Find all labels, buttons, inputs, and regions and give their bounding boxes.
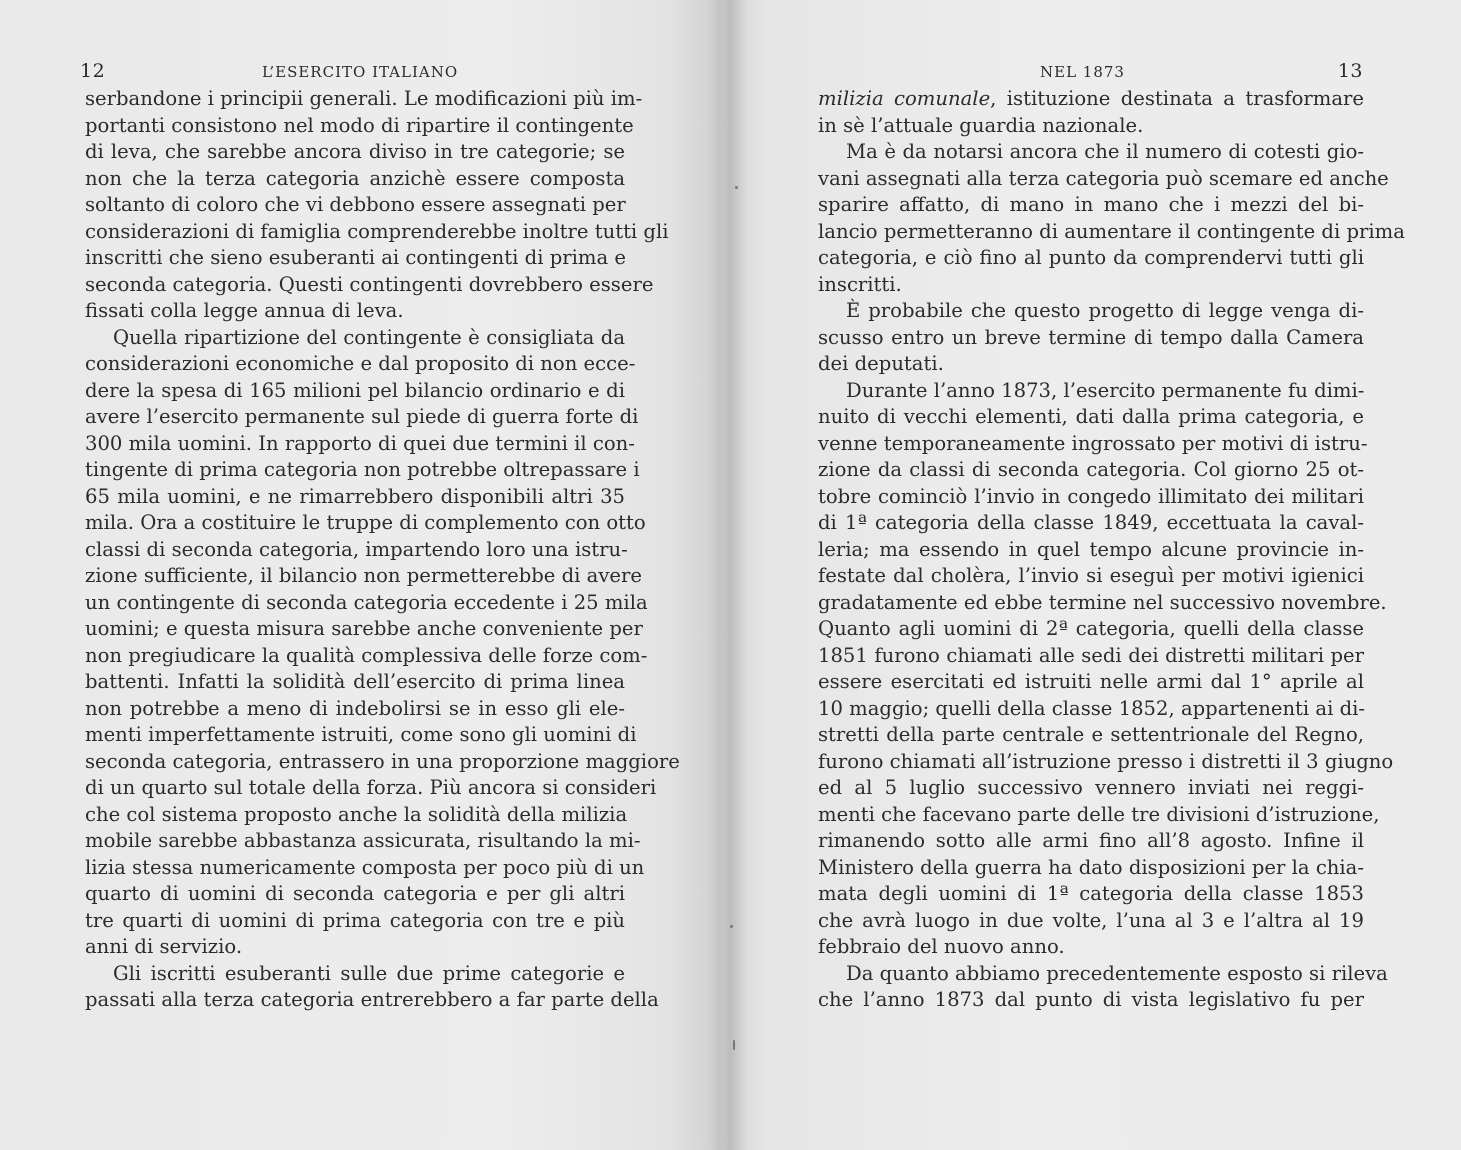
text-line: categoria, e ciò fino al punto da comprendervi tutti gli <box>818 246 1364 269</box>
text-line: sparire affatto, di mano in mano che i mezzi del bi- <box>818 193 1364 216</box>
text-line: non potrebbe a meno di indebolirsi se in esso gli ele- <box>85 696 625 720</box>
text-line: 1851 furono chiamati alle sedi dei distretti militari per <box>818 643 1364 667</box>
text-line: seconda categoria. Questi contingenti dovrebbero essere <box>85 272 654 296</box>
left-page <box>0 0 720 1150</box>
text-line: Da quanto abbiamo precedentemente esposto si rileva <box>846 961 1388 985</box>
text-line: mobile sarebbe abbastanza assicurata, risultando la mi- <box>85 829 641 852</box>
text-line: serbandone i principii generali. Le modificazioni più im- <box>85 87 643 110</box>
text-line: menti imperfettamente istruiti, come sono gli uomini di <box>85 723 637 746</box>
right-page-header <box>818 60 1363 84</box>
left-page-number: 12 <box>80 60 106 82</box>
text-line: Gli iscritti esuberanti sulle due prime categorie e <box>113 961 625 985</box>
left-running-head: L’ESERCITO ITALIANO <box>262 63 459 81</box>
text-line: classi di seconda categoria, impartendo loro una istru- <box>85 537 628 561</box>
text-line: zione da classi di seconda categoria. Col giorno 25 ot- <box>818 458 1364 481</box>
text-line: passati alla terza categoria entrerebbero a far parte della <box>85 988 659 1011</box>
text-line: anni di servizio. <box>85 935 243 958</box>
text-line: inscritti. <box>818 272 902 296</box>
text-line: dere la spesa di 165 milioni pel bilancio ordinario e di <box>85 378 625 402</box>
text-line: Quanto agli uomini di 2ª categoria, quelli della classe <box>818 617 1364 640</box>
text-line: un contingente di seconda categoria eccedente i 25 mila <box>85 590 648 614</box>
text-line: di 1ª categoria della classe 1849, eccettuata la caval- <box>818 511 1364 534</box>
text-line: tobre cominciò l’invio in congedo illimitato dei militari <box>818 484 1364 508</box>
text-line: fissati colla legge annua di leva. <box>85 299 404 322</box>
text-line: considerazioni economiche e dal proposito di non ecce- <box>85 352 636 375</box>
text-line: È probabile che questo progetto di legge venga di- <box>846 299 1364 322</box>
text-line: Ministero della guerra ha dato disposizioni per la chia- <box>818 855 1364 879</box>
text-line: rimanendo sotto alle armi fino all’8 agosto. Infine il <box>818 829 1364 852</box>
text-line: inscritti che sieno esuberanti ai contingenti di prima e <box>85 246 626 269</box>
text-line: leria; ma essendo in quel tempo alcune provincie in- <box>818 537 1364 561</box>
text-line: vani assegnati alla terza categoria può scemare ed anche <box>818 166 1389 190</box>
text-line: Durante l’anno 1873, l’esercito permanente fu dimi- <box>846 378 1365 402</box>
text-line: uomini; e questa misura sarebbe anche conveniente per <box>85 617 643 640</box>
right-page-number: 13 <box>1337 60 1363 82</box>
right-page-body <box>818 86 1405 1014</box>
text-line: considerazioni di famiglia comprenderebbe inoltre tutti gli <box>85 219 669 243</box>
text-line: Ma è da notarsi ancora che il numero di cotesti gio- <box>846 140 1364 163</box>
text-line: avere l’esercito permanente sul piede di guerra forte di <box>85 405 639 428</box>
text-line: Quella ripartizione del contingente è consigliata da <box>113 325 625 349</box>
text-line: lancio permetteranno di aumentare il contingente di prima <box>818 219 1405 243</box>
text-line: 65 mila uomini, e ne rimarrebbero disponibili altri 35 <box>85 484 625 508</box>
text-line: che avrà luogo in due volte, l’una al 3 e l’altra al 19 <box>818 908 1364 932</box>
text-line: 10 maggio; quelli della classe 1852, appartenenti ai di- <box>818 696 1366 720</box>
text-line: tre quarti di uomini di prima categoria con tre e più <box>85 908 625 932</box>
text-line: che col sistema proposto anche la solidità della milizia <box>85 802 628 826</box>
text-line: nuito di vecchi elementi, dati dalla prima categoria, e <box>818 405 1364 428</box>
text-line <box>818 86 1364 113</box>
text-line: festate dal cholèra, l’invio si eseguì per motivi igienici <box>818 564 1364 587</box>
text-line: ed al 5 luglio successivo vennero inviati nei reggi- <box>818 776 1364 799</box>
text-line: battenti. Infatti la solidità dell’esercito di prima linea <box>85 670 625 693</box>
text-line: tingente di prima categoria non potrebbe oltrepassare i <box>85 458 640 481</box>
left-page-header <box>80 60 625 84</box>
text-line: essere esercitati ed istruiti nelle armi dal 1° aprile al <box>818 670 1364 693</box>
text-line: di leva, che sarebbe ancora diviso in tre categorie; se <box>85 140 625 163</box>
book-gutter-shadow <box>708 0 748 1150</box>
text-line: zione sufficiente, il bilancio non permetterebbe di avere <box>85 564 642 587</box>
text-line: mila. Ora a costituire le truppe di complemento con otto <box>85 511 646 534</box>
text-line: non che la terza categoria anzichè essere composta <box>85 166 625 190</box>
right-page <box>720 0 1461 1150</box>
text-line: venne temporaneamente ingrossato per motivi di istru- <box>818 431 1368 455</box>
text-line: non pregiudicare la qualità complessiva delle forze com- <box>85 643 648 667</box>
text-line: gradatamente ed ebbe termine nel successivo novembre. <box>818 590 1387 614</box>
text-line: di un quarto sul totale della forza. Più ancora si consideri <box>85 776 657 799</box>
text-line: soltanto di coloro che vi debbono essere assegnati per <box>85 193 626 216</box>
text-line: quarto di uomini di seconda categoria e per gli altri <box>85 882 625 905</box>
italic-term: milizia comunale <box>818 87 991 110</box>
text-line: scusso entro un breve termine di tempo dalla Camera <box>818 325 1364 349</box>
text-line: in sè l’attuale guardia nazionale. <box>818 113 1144 137</box>
text-line: portanti consistono nel modo di ripartire il contingente <box>85 113 634 137</box>
left-page-body <box>85 86 680 1014</box>
text-line: 300 mila uomini. In rapporto di quei due termini il con- <box>85 431 635 455</box>
text-line: dei deputati. <box>818 352 944 375</box>
text-line: che l’anno 1873 dal punto di vista legislativo fu per <box>818 988 1364 1011</box>
text-line: stretti della parte centrale e settentrionale del Regno, <box>818 723 1364 746</box>
right-running-head: NEL 1873 <box>1040 63 1125 81</box>
text-line: mata degli uomini di 1ª categoria della classe 1853 <box>818 882 1364 905</box>
paper-speck <box>735 186 738 189</box>
text-line: menti che facevano parte delle tre divisioni d’istruzione, <box>818 802 1380 826</box>
paper-speck <box>733 1040 735 1050</box>
text-line: seconda categoria, entrassero in una proporzione maggiore <box>85 749 680 773</box>
text-line: furono chiamati all’istruzione presso i distretti il 3 giugno <box>818 749 1394 773</box>
text-line: lizia stessa numericamente composta per poco più di un <box>85 855 645 879</box>
text-line: febbraio del nuovo anno. <box>818 935 1065 958</box>
text-span: , istituzione destinata a trasformare <box>990 87 1364 110</box>
paper-speck <box>730 925 733 928</box>
